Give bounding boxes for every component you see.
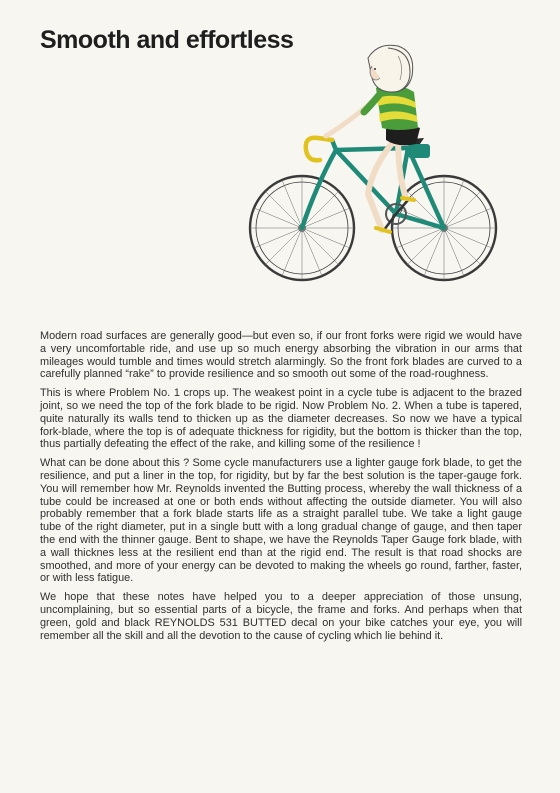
paragraph: We hope that these notes have helped you to a deeper appreciation of those unsung, uncomplaining, but so essential parts of a bicycle, the frame and forks. And perhaps when that green, gold and black REYNOLDS 531 BUTTED decal on your bike catches your eye, you will remember all the skill and all the devotion to the cause of cycling which lie behind it. [40,591,522,642]
paragraph: Modern road surfaces are generally good—but even so, if our front forks were rigid we would have a very uncomfortable ride, and use up so much energy absorbing the vibration in our arms that mileages would tumble and times would stretch alarmingly. So the front fork blades are curved to a carefully planned “rake” to provide resilience and so smooth out some of the road-roughness. [40,330,522,381]
paragraph: What can be done about this ? Some cycle manufacturers use a lighter gauge fork blade, to get the resilience, and put a liner in the top, for rigidity, but by far the best solution is the taper-gauge fork. You will remember how Mr. Reynolds invented the Butting process, whereby the wall thickness of a tube could be increased at one or both ends without affecting the outside diameter. You will also probably remember that a fork blade starts life as a straight parallel tube. We take a light gauge tube of the right diameter, put in a single butt with a long gradual change of gauge, and then taper the end with the thinner gauge. Bent to shape, we have the Reynolds Taper Gauge fork blade, with a wall thicknes less at the resilient end than at the rigid end. The result is that road shocks are smoothed, and more of your energy can be devoted to making the wheels go round, farther, faster, or with less fatigue. [40,457,522,585]
saddle-bag [408,144,430,158]
rider-head [368,45,413,92]
handlebar [306,138,332,161]
cyclist-illustration-icon [248,36,504,294]
article-body [40,330,522,648]
paragraph: This is where Problem No. 1 crops up. The weakest point in a cycle tube is adjacent to the brazed joint, so we need the top of the fork blade to be rigid. Now Problem No. 2. When a tube is tapered, quite naturally its walls tend to thicken up as the diameter decreases. So now we have a typical fork-blade, where the top is of adequate thickness for rigidity, but the bottom is thicker than the top, thus partially defeating the effect of the rake, and killing some of the resilience ! [40,387,522,451]
page-title: Smooth and effortless [40,26,294,54]
